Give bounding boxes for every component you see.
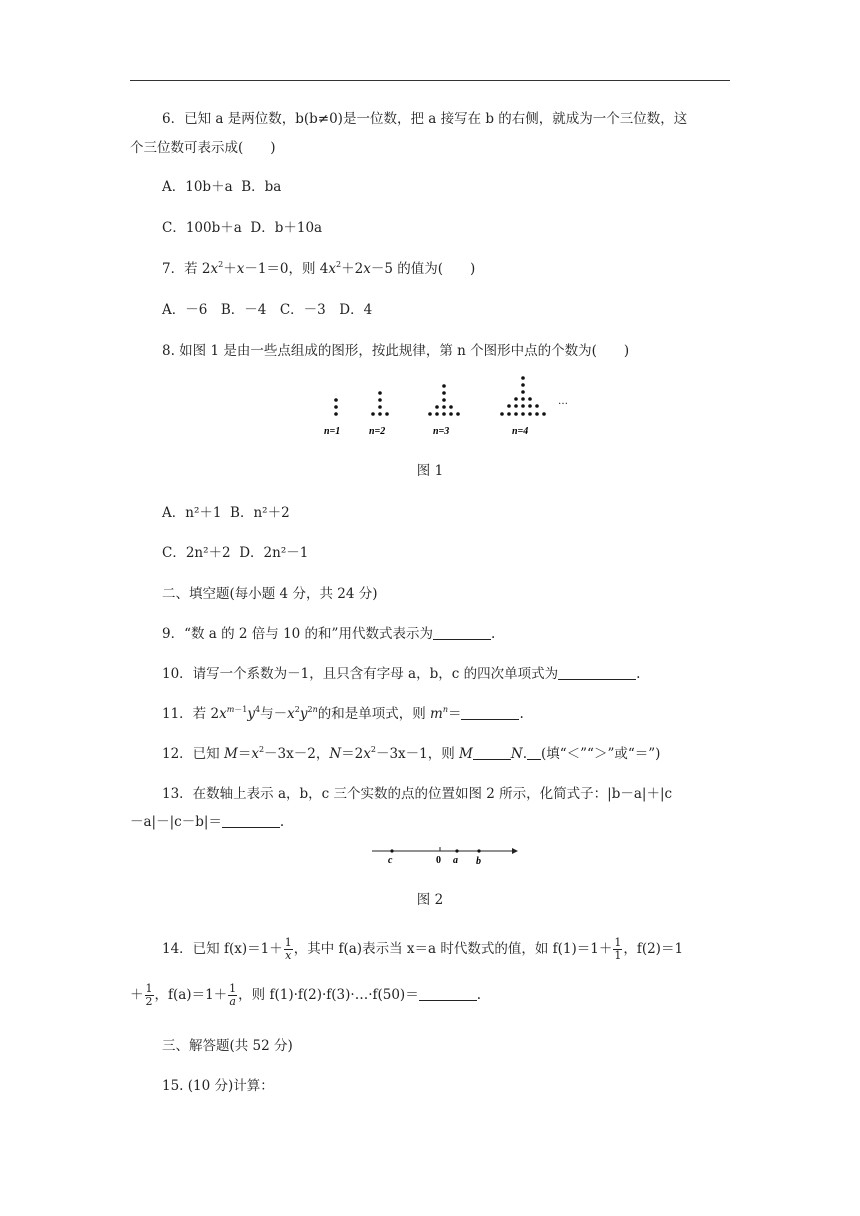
q8-options-cd (162, 541, 860, 561)
axis-label: 0 (436, 855, 441, 866)
q9: 9．“数 a 的 2 倍与 10 的和”用代数式表示为 . (162, 626, 496, 642)
figure-1-label: n=2 (369, 426, 386, 437)
axis-label: a (453, 855, 458, 866)
figure-1-dot-pattern (300, 370, 580, 440)
q10: 10．请写一个系数为－1，且只含有字母 a，b，c 的四次单项式为 . (162, 666, 641, 682)
figure-2-caption: 图 2 (416, 892, 444, 908)
q6-line2: 个三位数可表示成( ) (130, 140, 276, 156)
section-3-heading: 三、解答题(共 52 分) (162, 1038, 293, 1054)
q6-line1: 6．已知 a 是两位数，b(b≠0)是一位数，把 a 接写在 b 的右侧，就成为一个三位数，这 (162, 111, 688, 127)
q11: 11．若 $2x^{m-1}y^4$与$-x^2y^{2n}$的和是单项式，则 $m^n=$ . (162, 704, 524, 722)
q7-options: A．－6 B．－4 C．－3 D．4 (162, 302, 373, 318)
answer-blank (461, 707, 519, 720)
figure-1-caption: 图 1 (416, 463, 444, 479)
q8-options-ab (162, 501, 860, 521)
answer-blank (222, 815, 280, 828)
q13-line2: －a|－|c－b|＝ . (130, 814, 285, 830)
answer-blank (473, 747, 511, 760)
q8-option-c: C．2n²＋2 (162, 545, 231, 561)
q6-options-cd (162, 216, 860, 236)
q6-options-ab (162, 175, 860, 195)
q14-line1: 14．已知 f(x)＝1＋ $\frac{1}{x}$ ，其中 f(a)表示当 x＝a 时代数式的值，如 f(1)＝1＋ $\frac{1}{1}$ ，f(2)＝1 (162, 936, 684, 962)
q8-stem: 8. 如图 1 是由一些点组成的图形，按此规律，第 n 个图形中点的个数为( ) (162, 343, 630, 359)
answer-blank (558, 667, 636, 680)
figure-1-ellipsis: … (558, 396, 568, 407)
answer-blank (433, 627, 491, 640)
figure-1-label: n=3 (433, 426, 450, 437)
header-rule (130, 80, 730, 81)
q6-option-b: B．ba (241, 179, 282, 195)
q6-option-c: C．100b＋a (162, 220, 242, 236)
q7-stem: 7．若 $2x^2+x-1=0$，则 $4x^2+2x-5$ 的值为( ) (162, 259, 476, 277)
answer-blank (419, 988, 477, 1001)
q8-option-d: D．2n²－1 (239, 545, 309, 561)
figure-1-label: n=4 (512, 426, 529, 437)
q8-option-b: B．n²＋2 (230, 505, 290, 521)
figure-2-number-line (368, 842, 528, 868)
q15: 15. (10 分)计算： (162, 1078, 274, 1094)
q12: 12．已知 $M=x^2-3x-2$，$N=2x^2-3x-1$，则 M N. (填“＜”“＞”或“＝”) (162, 744, 661, 762)
q13-line1: 13．在数轴上表示 a，b，c 三个实数的点的位置如图 2 所示，化简式子：|b－a|＋|c (162, 786, 673, 802)
q14-line2: ＋ $\frac{1}{2}$ ，f(a)＝1＋ $\frac{1}{a}$ ，则 f(1)·f(2)·f(3)·…·f(50)＝ . (130, 982, 481, 1008)
axis-label: b (476, 856, 481, 867)
section-2-heading: 二、填空题(每小题 4 分，共 24 分) (162, 586, 378, 602)
axis-label: c (388, 855, 393, 866)
q8-option-a: A．n²＋1 (162, 505, 222, 521)
figure-1-label: n=1 (324, 426, 341, 437)
q6-option-d: D．b＋10a (250, 220, 323, 236)
q6-option-a: A．10b＋a (162, 179, 233, 195)
